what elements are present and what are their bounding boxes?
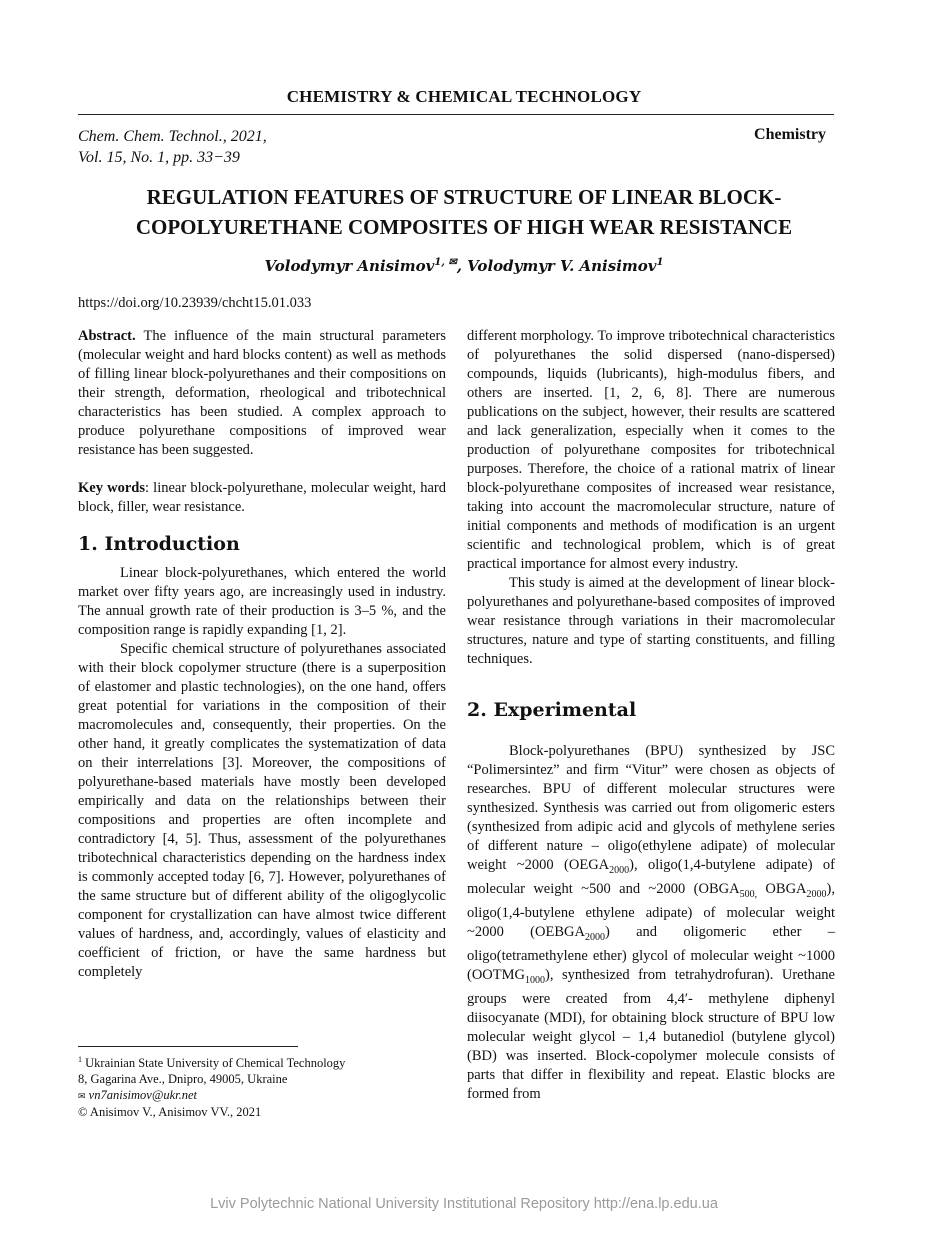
author-separator: , bbox=[456, 257, 468, 275]
repository-watermark[interactable]: Lviv Polytechnic National University Institutional Repository http://ena.lp.edu.ua bbox=[210, 1196, 718, 1212]
left-column bbox=[78, 327, 446, 982]
abstract-text: The influence of the main structural parameters (molecular weight and hard blocks content) as well as methods of filling linear block-polyurethanes and their compositions on their strength, deformation, rheological and tribotechnical characteristics has been studied. A complex approach to produce polyurethane compositions of improved wear resistance has been suggested. bbox=[78, 328, 446, 458]
footnote-copyright: © Anisimov V., Anisimov VV., 2021 bbox=[78, 1105, 262, 1120]
journal-header: CHEMISTRY & CHEMICAL TECHNOLOGY bbox=[286, 87, 642, 106]
exp-text-5: ) and oligomeric ether – oligo(tetramethylene ether) glycol of molecular weight ~1000 (OOTMG bbox=[467, 923, 835, 983]
exp-text-1: Block-polyurethanes (BPU) synthesized by JSC “Polimersintez” and firm “Vitur” were chosen as objects of researches. BPU of different molecular structures were synthesized. Synthesis was carried out from oligomeric esters (synthesized from adipic acid and glycols of methylene series of different nature – oligo(ethylene adipate) of molecular weight ~2000 (OEGA bbox=[467, 743, 835, 873]
envelope-icon: ✉ bbox=[78, 1091, 86, 1102]
footnote-rule bbox=[78, 1046, 298, 1047]
exp-sub-4: 2000 bbox=[584, 931, 605, 943]
intro-paragraph-2: Specific chemical structure of polyurethanes associated with their block copolymer structure (there is a superposition of elastomer and plastic technologies), on the one hand, offers great potential for variations in the composition of their macromolecules and, consequently, their properties. On the other hand, it greatly complicates the systematization of data on their interrelations [3]. Moreover, the compositions of polyurethane-based materials have mostly been developed empirically and data on the relationships between their compositions and properties are often incomplete and contradictory [4, 5]. Thus, assessment of the polyurethanes tribotechnical characteristics depending on the hardness index is commonly accepted today [6, 7]. However, polyurethanes of the same structure but of different ability of the oligoglycolic component for crystallization can have almost twice different values of hardness, and, accordingly, values of elasticity and coefficient of friction, or have the same hardness but completely bbox=[78, 641, 446, 980]
exp-text-3: OBGA bbox=[757, 880, 807, 897]
footnote-address: 8, Gagarina Ave., Dnipro, 49005, Ukraine bbox=[78, 1072, 288, 1087]
author-1: Volodymyr Anisimov bbox=[264, 257, 435, 275]
abstract bbox=[78, 327, 446, 460]
experimental-heading: 2. Experimental bbox=[467, 699, 637, 721]
keywords bbox=[78, 479, 446, 517]
exp-sub-2: 500, bbox=[739, 888, 758, 900]
citation bbox=[78, 126, 267, 168]
footnote bbox=[78, 1052, 345, 1120]
author-1-affil: 1, ✉ bbox=[434, 257, 457, 268]
affiliation-text: Ukrainian State University of Chemical Technology bbox=[82, 1056, 346, 1071]
footnote-affiliation bbox=[78, 1052, 345, 1071]
intro-paragraph-3: This study is aimed at the development of linear block-polyurethanes and polyurethane-based composites of improved wear resistance through variations in their macromolecular structures, nature and type of starting constituents, and filling techniques. bbox=[467, 575, 835, 667]
title-line2: COPOLYURETHANE COMPOSITES OF HIGH WEAR RESISTANCE bbox=[135, 215, 793, 239]
citation-line2: Vol. 15, No. 1, pp. 33−39 bbox=[78, 149, 240, 166]
intro-paragraph-2-continued: different morphology. To improve tribotechnical characteristics of polyurethanes the solid dispersed (nano-dispersed) compounds, liquids (lubricants), high-modulus fibers, and others are inserted. [1, 2, 6, 8]. There are numerous publications on the subject, however, their results are scattered and lack generalization, especially when it comes to the production of polyurethane composites for tribotechnical purposes. Therefore, the choice of a rational matrix of linear block-polyurethane composites of increased wear resistance, taking into account the macromolecular structure, nature of initial components and methods of modification is an urgent scientific and technological problem, which is of great practical importance for almost every industry. bbox=[467, 328, 835, 572]
experimental-paragraph bbox=[467, 742, 835, 1104]
title-line1: REGULATION FEATURES OF STRUCTURE OF LINEAR BLOCK- bbox=[146, 185, 782, 209]
exp-text-6: ), synthesized from tetrahydrofuran). Urethane groups were created from 4,4′- methylene diphenyl diisocyanate (MDI), for obtaining block structure of BPU low molecular weight glycol – 1,4 butanediol (butylene glycol) (BD) was inserted. Block-copolymer molecule consists of parts that differ in flexibility and repeat. Elastic blocks are formed from bbox=[467, 966, 835, 1102]
exp-sub-1: 2000 bbox=[609, 864, 630, 876]
citation-line1: Chem. Chem. Technol., 2021, bbox=[78, 128, 267, 145]
section-label: Chemistry bbox=[754, 126, 826, 143]
right-column bbox=[467, 327, 835, 1104]
abstract-label: Abstract. bbox=[78, 328, 136, 344]
exp-text-4: ), oligo(1,4-butylene ethylene adipate) of molecular weight ~2000 (OEBGA bbox=[467, 880, 835, 940]
exp-sub-3: 2000 bbox=[806, 888, 827, 900]
authors bbox=[0, 257, 928, 275]
paper-title bbox=[60, 182, 868, 242]
exp-sub-5: 1000 bbox=[525, 974, 545, 986]
header-rule bbox=[78, 114, 834, 115]
author-2: Volodymyr V. Anisimov bbox=[467, 257, 657, 275]
intro-paragraph-1: Linear block-polyurethanes, which entered the world market over fifty years ago, are increasingly used in industry. The annual growth rate of their production is 3–5 %, and the composition range is rapidly expanding [1, 2]. bbox=[78, 565, 446, 638]
keywords-text: : linear block-polyurethane, molecular weight, hard block, filler, wear resistance. bbox=[78, 480, 446, 515]
exp-text-2: ), oligo(1,4-butylene adipate) of molecular weight ~500 and ~2000 (OBGA bbox=[467, 857, 835, 897]
footnote-email[interactable] bbox=[78, 1087, 345, 1104]
doi-link[interactable]: https://doi.org/10.23939/chcht15.01.033 bbox=[78, 295, 312, 311]
footnote-sup: 1 bbox=[78, 1055, 82, 1064]
intro-heading: 1. Introduction bbox=[78, 533, 240, 555]
keywords-label: Key words bbox=[78, 480, 145, 496]
email-text: vn7anisimov@ukr.net bbox=[85, 1088, 198, 1103]
author-2-affil: 1 bbox=[656, 257, 664, 268]
